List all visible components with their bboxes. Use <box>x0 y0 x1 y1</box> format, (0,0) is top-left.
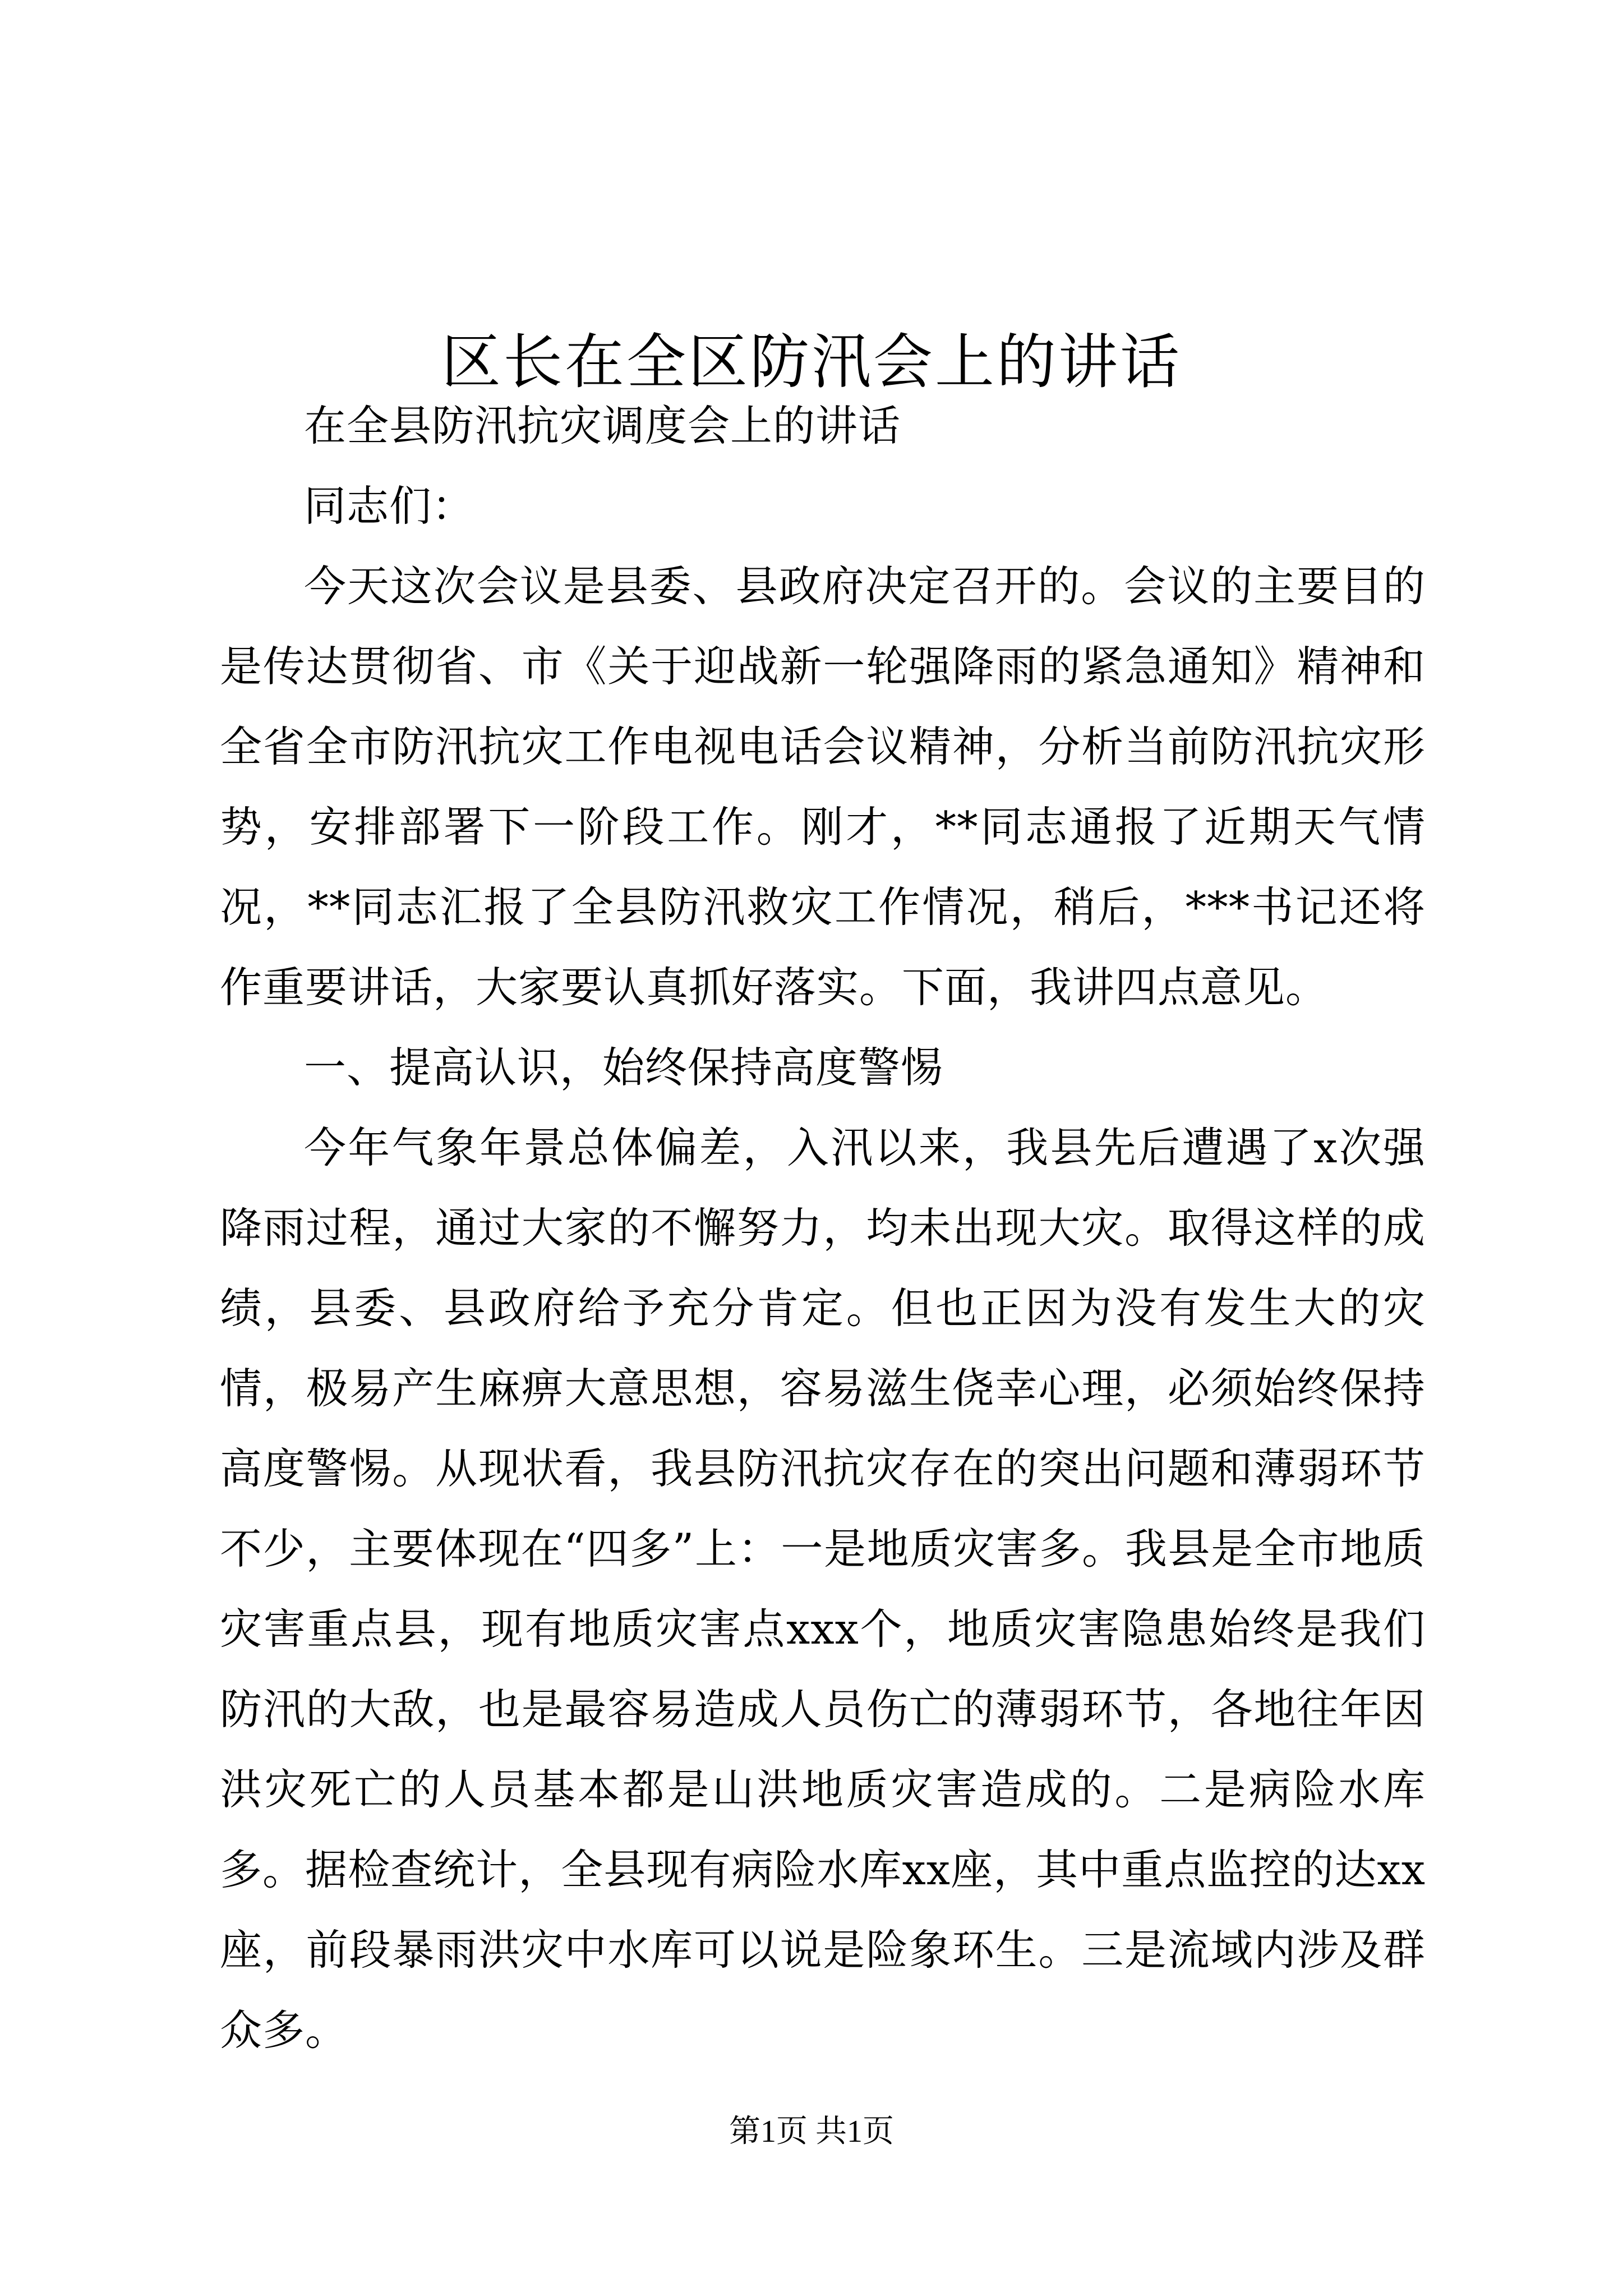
page-footer: 第1页 共1页 <box>729 2114 894 2149</box>
salutation-paragraph: 同志们： <box>304 481 475 531</box>
document-title: 区长在全区防汛会上的讲话 <box>441 328 1182 397</box>
subtitle-paragraph: 在全县防汛抗灾调度会上的讲话 <box>304 401 901 450</box>
document-body <box>220 386 1426 2070</box>
section-heading: 一、提高认识，始终保持高度警惕 <box>304 1043 944 1092</box>
body-paragraph: 今年气象年景总体偏差，入汛以来，我县先后遭遇了x次强降雨过程，通过大家的不懈努力，均未出现大灾。取得这样的成绩，县委、县政府给予充分肯定。但也正因为没有发生大的灾情，极易产生麻痹大意思想，容易滋生侥幸心理，必须始终保持高度警惕。从现状看，我县防汛抗灾存在的突出问题和薄弱环节不少，主要体现在“四多”上：一是地质灾害多。我县是全市地质灾害重点县，现有地质灾害点xxx个，地质灾害隐患始终是我们防汛的大敌，也是最容易造成人员伤亡的薄弱环节，各地往年因洪灾死亡的人员基本都是山洪地质灾害造成的。二是病险水库多。据检查统计，全县现有病险水库xx座，其中重点监控的达xx座，前段暴雨洪灾中水库可以说是险象环生。三是流域内涉及群众多。 <box>220 1123 1426 2055</box>
intro-paragraph: 今天这次会议是县委、县政府决定召开的。会议的主要目的是传达贯彻省、市《关于迎战新一轮强降雨的紧急通知》精神和全省全市防汛抗灾工作电视电话会议精神，分析当前防汛抗灾形势，安排部署下一阶段工作。刚才，**同志通报了近期天气情况，**同志汇报了全县防汛救灾工作情况，稍后，***书记还将作重要讲话，大家要认真抓好落实。下面，我讲四点意见。 <box>220 562 1426 1012</box>
